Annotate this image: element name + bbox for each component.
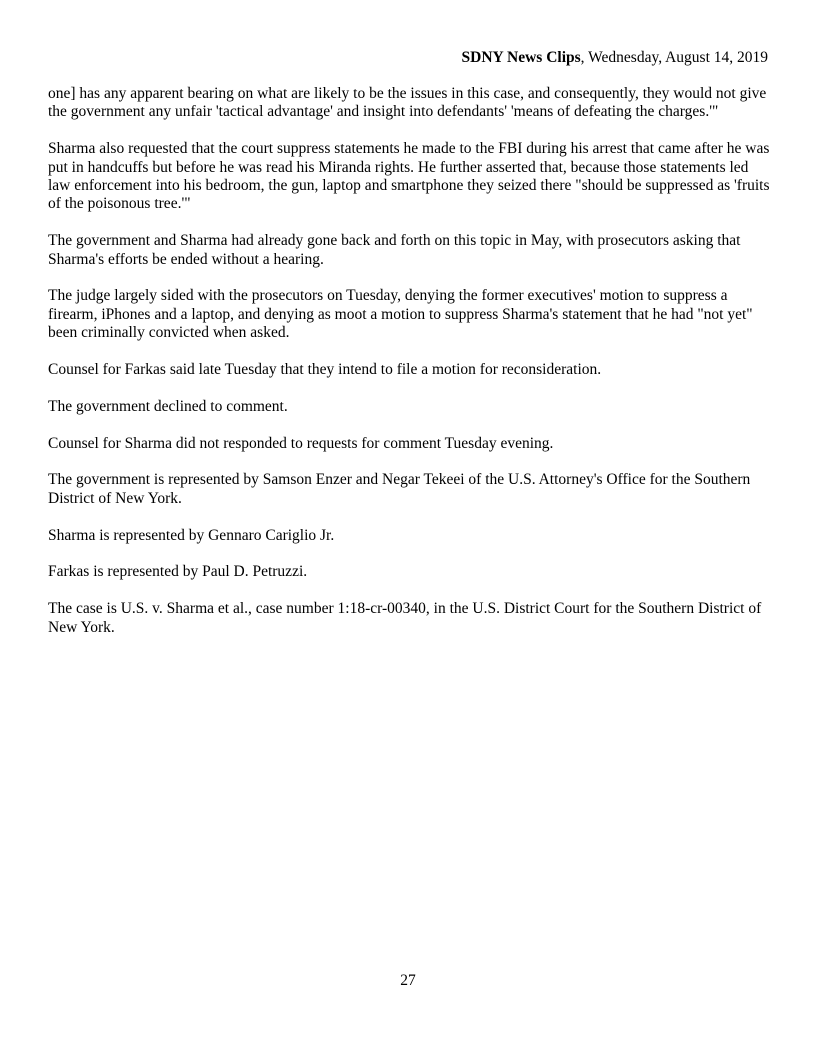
header-date: Wednesday, August 14, 2019 (588, 49, 768, 66)
paragraph-suppress-statements: Sharma also requested that the court suppress statements he made to the FBI during his arrest that came after he was put in handcuffs but before he was read his Miranda rights. He further asserted that, because those statements led law enforcement into his bedroom, the gun, laptop and smartphone they seized there "should be suppressed as 'fruits of the poisonous tree.'" (48, 140, 770, 213)
paragraph-continued-quote: one] has any apparent bearing on what are likely to be the issues in this case, and consequently, they would not give the government any unfair 'tactical advantage' and insight into defendants' 'means of defeating the charges.'" (48, 85, 767, 121)
page-number: 27 (400, 972, 416, 989)
paragraph-farkas-representation: Farkas is represented by Paul D. Petruzzi. (48, 563, 308, 581)
page-header (462, 49, 768, 67)
paragraph-farkas-counsel: Counsel for Farkas said late Tuesday that they intend to file a motion for reconsideration. (48, 361, 602, 379)
paragraph-sharma-counsel: Counsel for Sharma did not responded to requests for comment Tuesday evening. (48, 434, 554, 452)
paragraph-judge-ruling: The judge largely sided with the prosecutors on Tuesday, denying the former executives' motion to suppress a firearm, iPhones and a laptop, and denying as moot a motion to suppress Sharma's statement that he had "not yet" been criminally convicted when asked. (48, 287, 753, 342)
header-separator: , (580, 49, 589, 66)
article-body (48, 85, 770, 655)
paragraph-sharma-representation: Sharma is represented by Gennaro Cariglio Jr. (48, 526, 335, 544)
paragraph-back-and-forth: The government and Sharma had already gone back and forth on this topic in May, with prosecutors asking that Sharma's efforts be ended without a hearing. (48, 232, 741, 268)
paragraph-government-representation: The government is represented by Samson Enzer and Negar Tekeei of the U.S. Attorney's Office for the Southern District of New York. (48, 471, 751, 507)
publication-name: SDNY News Clips (461, 49, 581, 66)
paragraph-government-comment: The government declined to comment. (48, 397, 288, 415)
paragraph-case-info: The case is U.S. v. Sharma et al., case number 1:18-cr-00340, in the U.S. District Court for the Southern District of New York. (48, 600, 762, 636)
